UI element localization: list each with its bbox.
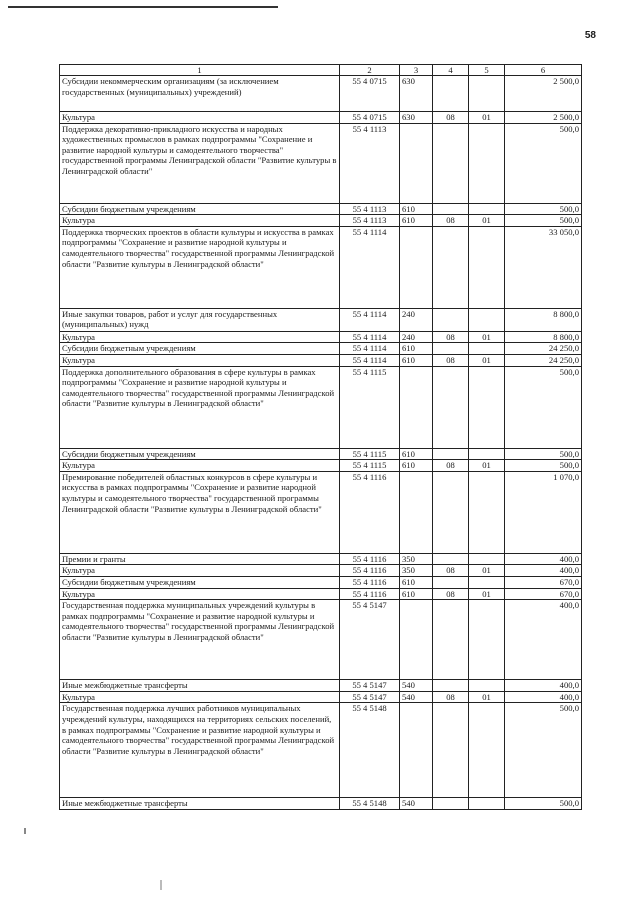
- row-target-code: 55 4 1113: [340, 123, 400, 203]
- table-row: [60, 553, 582, 565]
- row-section: [433, 471, 469, 553]
- row-section: [433, 343, 469, 355]
- row-subsection: [469, 308, 505, 331]
- row-expense-type: 610: [400, 448, 433, 460]
- row-target-code: 55 4 1114: [340, 331, 400, 343]
- row-subsection: [469, 471, 505, 553]
- row-expense-type: 540: [400, 798, 433, 810]
- row-sum: 500,0: [505, 203, 582, 215]
- row-subsection: [469, 448, 505, 460]
- table-body: [60, 76, 582, 810]
- table-row: [60, 308, 582, 331]
- table-row: [60, 703, 582, 798]
- row-sum: 500,0: [505, 798, 582, 810]
- row-target-code: 55 4 1114: [340, 354, 400, 366]
- row-subsection: [469, 203, 505, 215]
- row-name: Субсидии бюджетным учреждениям: [60, 448, 340, 460]
- row-target-code: 55 4 1114: [340, 226, 400, 308]
- table-row: [60, 215, 582, 227]
- row-section: [433, 600, 469, 680]
- row-target-code: 55 4 5148: [340, 703, 400, 798]
- row-section: [433, 703, 469, 798]
- table-row: [60, 565, 582, 577]
- header-col-1: 1: [60, 65, 340, 76]
- page-number: 58: [584, 30, 596, 41]
- row-expense-type: [400, 703, 433, 798]
- row-expense-type: [400, 600, 433, 680]
- row-sum: 500,0: [505, 448, 582, 460]
- row-name: Государственная поддержка лучших работников муниципальных учреждений культуры, находящихся на территориях сельских поселений, в рамках подпрограммы "Сохранение и развитие народной культуры и самодеятельного творчества" государственной программы Ленинградской области "Развитие культуры в Ленинградской области": [60, 703, 340, 798]
- row-subsection: 01: [469, 460, 505, 472]
- row-name: Культура: [60, 331, 340, 343]
- row-sum: 500,0: [505, 123, 582, 203]
- row-sum: 8 800,0: [505, 331, 582, 343]
- row-target-code: 55 4 5147: [340, 691, 400, 703]
- row-expense-type: 240: [400, 308, 433, 331]
- row-expense-type: 350: [400, 553, 433, 565]
- header-col-4: 4: [433, 65, 469, 76]
- row-expense-type: 540: [400, 691, 433, 703]
- row-target-code: 55 4 0715: [340, 112, 400, 124]
- row-target-code: 55 4 5147: [340, 680, 400, 692]
- row-section: [433, 366, 469, 448]
- row-sum: 500,0: [505, 460, 582, 472]
- row-section: [433, 226, 469, 308]
- row-section: 08: [433, 331, 469, 343]
- row-name: Премии и гранты: [60, 553, 340, 565]
- row-name: Премирование победителей областных конкурсов в сфере культуры и искусства в рамках подпрограммы "Сохранение и развитие народной культуры и самодеятельного творчества" государственной программы Ленинградской области "Развитие культуры в Ленинградской области": [60, 471, 340, 553]
- row-expense-type: 610: [400, 203, 433, 215]
- row-section: [433, 448, 469, 460]
- row-expense-type: 610: [400, 576, 433, 588]
- row-name: Культура: [60, 565, 340, 577]
- row-section: 08: [433, 691, 469, 703]
- table-row: [60, 691, 582, 703]
- row-subsection: [469, 798, 505, 810]
- row-target-code: 55 4 1114: [340, 308, 400, 331]
- row-target-code: 55 4 5147: [340, 600, 400, 680]
- row-sum: 670,0: [505, 588, 582, 600]
- row-section: [433, 798, 469, 810]
- row-subsection: 01: [469, 215, 505, 227]
- header-col-5: 5: [469, 65, 505, 76]
- table-row: [60, 112, 582, 124]
- scan-mark: [160, 880, 162, 890]
- row-name: Культура: [60, 460, 340, 472]
- row-subsection: [469, 680, 505, 692]
- row-subsection: 01: [469, 354, 505, 366]
- row-subsection: 01: [469, 331, 505, 343]
- row-section: [433, 123, 469, 203]
- row-name: Иные закупки товаров, работ и услуг для государственных (муниципальных) нужд: [60, 308, 340, 331]
- row-target-code: 55 4 5148: [340, 798, 400, 810]
- row-name: Культура: [60, 588, 340, 600]
- row-target-code: 55 4 1116: [340, 565, 400, 577]
- row-section: [433, 576, 469, 588]
- table-row: [60, 343, 582, 355]
- row-expense-type: 610: [400, 215, 433, 227]
- table-row: [60, 471, 582, 553]
- row-section: 08: [433, 460, 469, 472]
- row-sum: 2 500,0: [505, 76, 582, 112]
- row-expense-type: 610: [400, 460, 433, 472]
- table-row: [60, 354, 582, 366]
- row-sum: 500,0: [505, 215, 582, 227]
- row-name: Культура: [60, 354, 340, 366]
- row-sum: 670,0: [505, 576, 582, 588]
- row-target-code: 55 4 1115: [340, 448, 400, 460]
- row-subsection: [469, 703, 505, 798]
- table-row: [60, 123, 582, 203]
- row-expense-type: 610: [400, 354, 433, 366]
- row-subsection: [469, 226, 505, 308]
- top-scan-rule: [8, 6, 278, 8]
- table-row: [60, 576, 582, 588]
- row-sum: 33 050,0: [505, 226, 582, 308]
- header-col-6: 6: [505, 65, 582, 76]
- row-sum: 400,0: [505, 680, 582, 692]
- row-expense-type: [400, 471, 433, 553]
- row-subsection: 01: [469, 112, 505, 124]
- row-subsection: 01: [469, 565, 505, 577]
- row-name: Культура: [60, 215, 340, 227]
- row-section: 08: [433, 588, 469, 600]
- budget-table: [59, 64, 582, 810]
- row-name: Поддержка декоративно-прикладного искусства и народных художественных промыслов в рамках подпрограммы "Сохранение и развитие народной культуры и самодеятельного творчества" государственной программы Ленинградской области "Развитие культуры в Ленинградской области": [60, 123, 340, 203]
- row-target-code: 55 4 1115: [340, 460, 400, 472]
- row-target-code: 55 4 1115: [340, 366, 400, 448]
- table-row: [60, 226, 582, 308]
- row-expense-type: [400, 226, 433, 308]
- table-row: [60, 448, 582, 460]
- row-expense-type: 610: [400, 343, 433, 355]
- row-subsection: [469, 600, 505, 680]
- row-sum: 2 500,0: [505, 112, 582, 124]
- row-name: Субсидии бюджетным учреждениям: [60, 203, 340, 215]
- row-name: Субсидии бюджетным учреждениям: [60, 576, 340, 588]
- row-expense-type: 240: [400, 331, 433, 343]
- row-section: 08: [433, 215, 469, 227]
- table-row: [60, 798, 582, 810]
- row-target-code: 55 4 1116: [340, 471, 400, 553]
- row-target-code: 55 4 1116: [340, 588, 400, 600]
- row-expense-type: [400, 123, 433, 203]
- row-section: [433, 76, 469, 112]
- row-expense-type: 630: [400, 76, 433, 112]
- table-row: [60, 76, 582, 112]
- table-row: [60, 331, 582, 343]
- row-name: Субсидии бюджетным учреждениям: [60, 343, 340, 355]
- row-sum: 1 070,0: [505, 471, 582, 553]
- row-subsection: [469, 123, 505, 203]
- row-expense-type: 350: [400, 565, 433, 577]
- scan-mark: [24, 828, 26, 834]
- row-name: Субсидии некоммерческим организациям (за исключением государственных (муниципальных) учреждений): [60, 76, 340, 112]
- table-row: [60, 203, 582, 215]
- row-expense-type: 630: [400, 112, 433, 124]
- row-sum: 400,0: [505, 691, 582, 703]
- table-row: [60, 680, 582, 692]
- row-sum: 500,0: [505, 366, 582, 448]
- table-row: [60, 366, 582, 448]
- row-section: [433, 553, 469, 565]
- row-section: 08: [433, 112, 469, 124]
- row-subsection: [469, 366, 505, 448]
- row-name: Иные межбюджетные трансферты: [60, 798, 340, 810]
- row-name: Поддержка творческих проектов в области культуры и искусства в рамках подпрограммы "Сохранение и развитие народной культуры и самодеятельного творчества" государственной программы Ленинградской области "Развитие культуры в Ленинградской области": [60, 226, 340, 308]
- row-sum: 500,0: [505, 703, 582, 798]
- table-row: [60, 600, 582, 680]
- row-sum: 400,0: [505, 553, 582, 565]
- row-name: Государственная поддержка муниципальных учреждений культуры в рамках подпрограммы "Сохранение и развитие народной культуры и самодеятельного творчества" государственной программы Ленинградской области "Развитие культуры в Ленинградской области": [60, 600, 340, 680]
- header-col-2: 2: [340, 65, 400, 76]
- row-section: [433, 308, 469, 331]
- row-subsection: [469, 553, 505, 565]
- row-section: 08: [433, 565, 469, 577]
- row-subsection: 01: [469, 691, 505, 703]
- row-target-code: 55 4 1113: [340, 203, 400, 215]
- table-header-row: [60, 65, 582, 76]
- row-sum: 400,0: [505, 565, 582, 577]
- row-target-code: 55 4 1114: [340, 343, 400, 355]
- table-row: [60, 588, 582, 600]
- row-expense-type: 540: [400, 680, 433, 692]
- row-target-code: 55 4 0715: [340, 76, 400, 112]
- row-expense-type: 610: [400, 588, 433, 600]
- row-name: Культура: [60, 691, 340, 703]
- row-target-code: 55 4 1116: [340, 553, 400, 565]
- row-sum: 400,0: [505, 600, 582, 680]
- header-col-3: 3: [400, 65, 433, 76]
- table-row: [60, 460, 582, 472]
- row-subsection: [469, 576, 505, 588]
- row-subsection: [469, 343, 505, 355]
- row-target-code: 55 4 1113: [340, 215, 400, 227]
- row-subsection: [469, 76, 505, 112]
- row-sum: 8 800,0: [505, 308, 582, 331]
- row-section: 08: [433, 354, 469, 366]
- row-section: [433, 203, 469, 215]
- row-name: Поддержка дополнительного образования в сфере культуры в рамках подпрограммы "Сохранение и развитие народной культуры и самодеятельного творчества" государственной программы Ленинградской области "Развитие культуры в Ленинградской области": [60, 366, 340, 448]
- row-target-code: 55 4 1116: [340, 576, 400, 588]
- row-sum: 24 250,0: [505, 354, 582, 366]
- row-section: [433, 680, 469, 692]
- row-name: Иные межбюджетные трансферты: [60, 680, 340, 692]
- row-expense-type: [400, 366, 433, 448]
- row-subsection: 01: [469, 588, 505, 600]
- row-name: Культура: [60, 112, 340, 124]
- row-sum: 24 250,0: [505, 343, 582, 355]
